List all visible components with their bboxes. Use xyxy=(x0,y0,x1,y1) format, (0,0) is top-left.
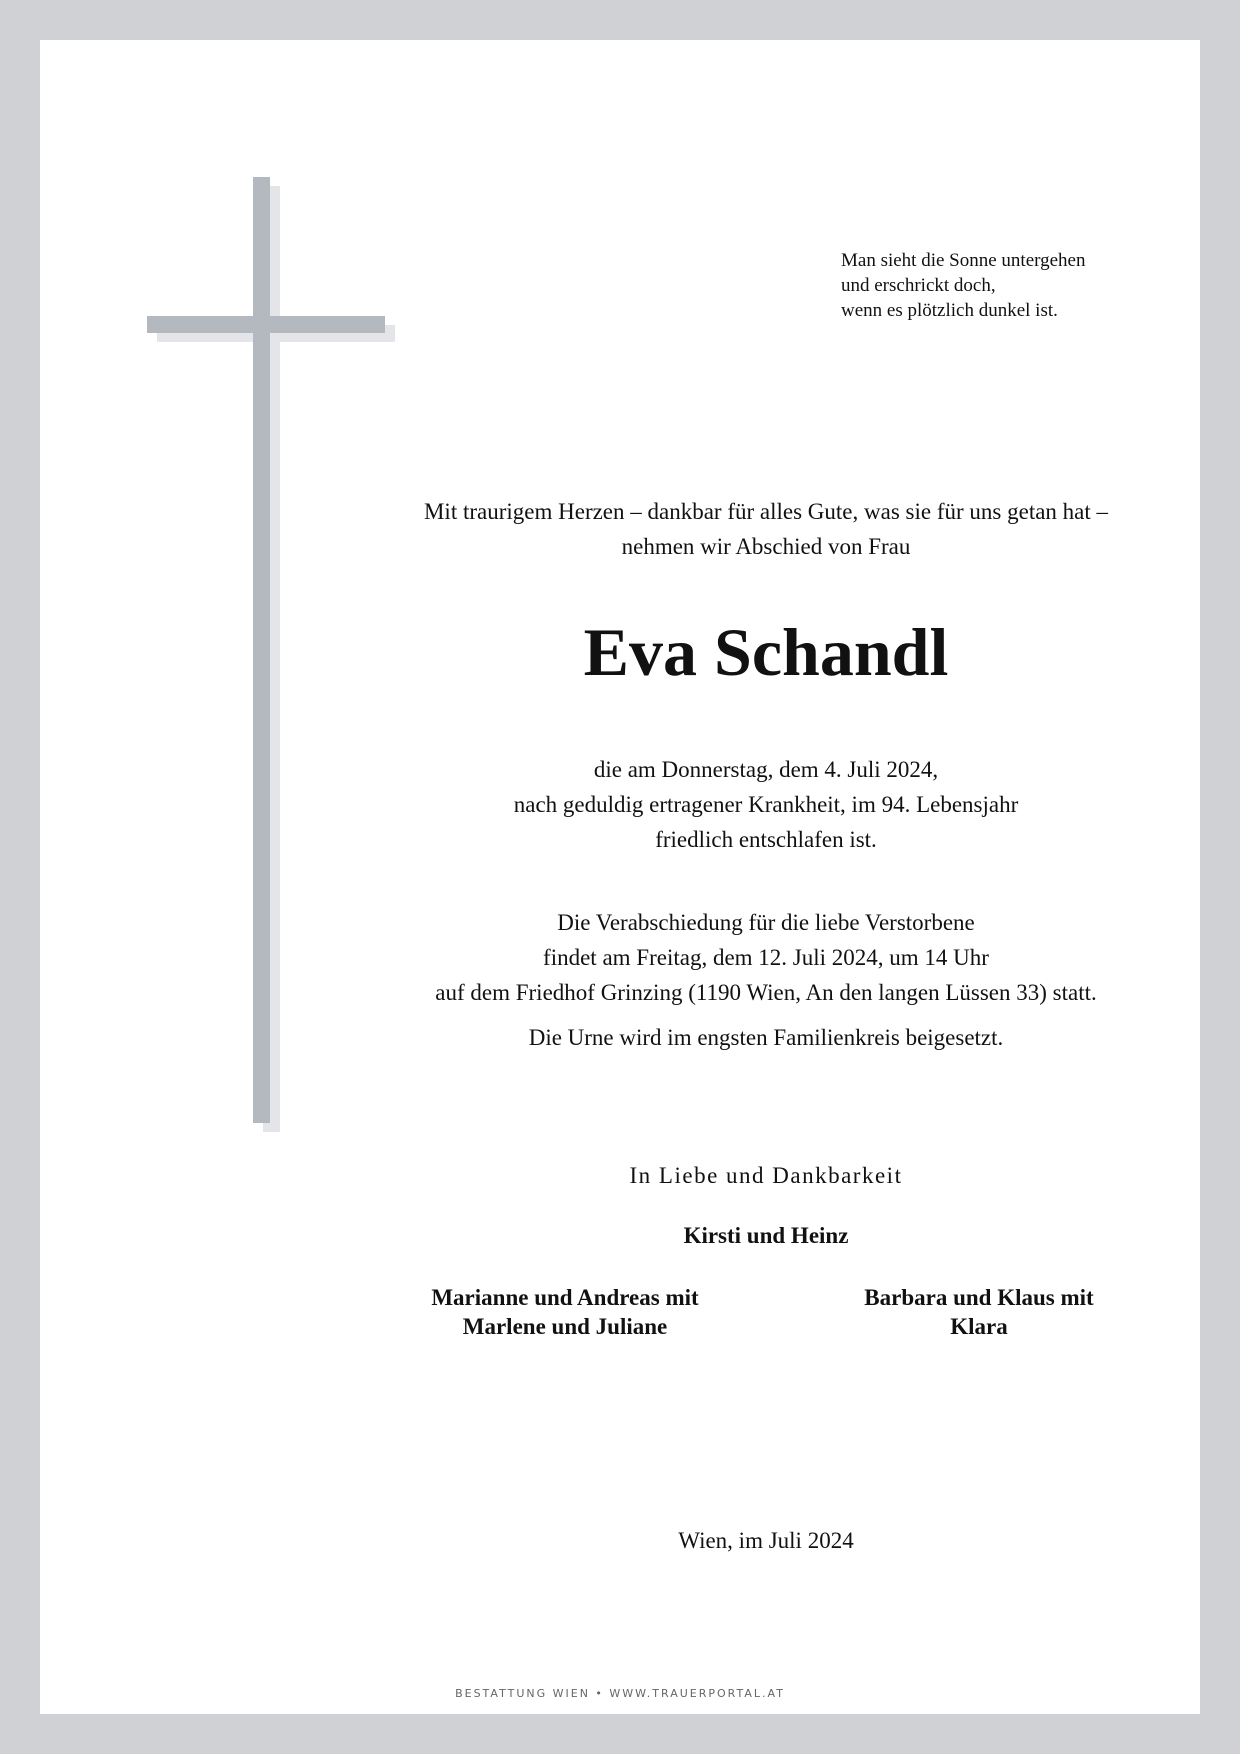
mourner-primary: Kirsti und Heinz xyxy=(683,1223,849,1248)
intro-text: Mit traurigem Herzen – dankbar für alles Gute, was sie für uns getan hat – nehmen wir Abschied von Frau xyxy=(423,499,1109,559)
mourner-left: Marianne und Andreas mit Marlene und Juliane xyxy=(431,1285,699,1339)
place-date: Wien, im Juli 2024 xyxy=(678,1528,854,1553)
footer-publisher: BESTATTUNG WIEN • WWW.TRAUERPORTAL.AT xyxy=(455,1687,785,1700)
passing-text: die am Donnerstag, dem 4. Juli 2024, nach geduldig ertragener Krankheit, im 94. Lebensjahr friedlich entschlafen ist. xyxy=(513,757,1019,852)
farewell-text: Die Verabschiedung für die liebe Verstorbene findet am Freitag, dem 12. Juli 2024, um 14 Uhr auf dem Friedhof Grinzing (1190 Wien, An den langen Lüssen 33) statt. xyxy=(435,910,1097,1005)
mourner-right: Barbara und Klaus mit Klara xyxy=(864,1285,1094,1339)
deceased-name: Eva Schandl xyxy=(583,614,949,690)
obituary-page xyxy=(40,40,1200,1714)
closing-line: In Liebe und Dankbarkeit xyxy=(629,1163,903,1188)
poem-quote: Man sieht die Sonne untergehen und erschrickt doch, wenn es plötzlich dunkel ist. xyxy=(841,250,1086,321)
cross-horizontal-beam xyxy=(147,316,385,333)
urn-text: Die Urne wird im engsten Familienkreis beigesetzt. xyxy=(528,1025,1004,1050)
